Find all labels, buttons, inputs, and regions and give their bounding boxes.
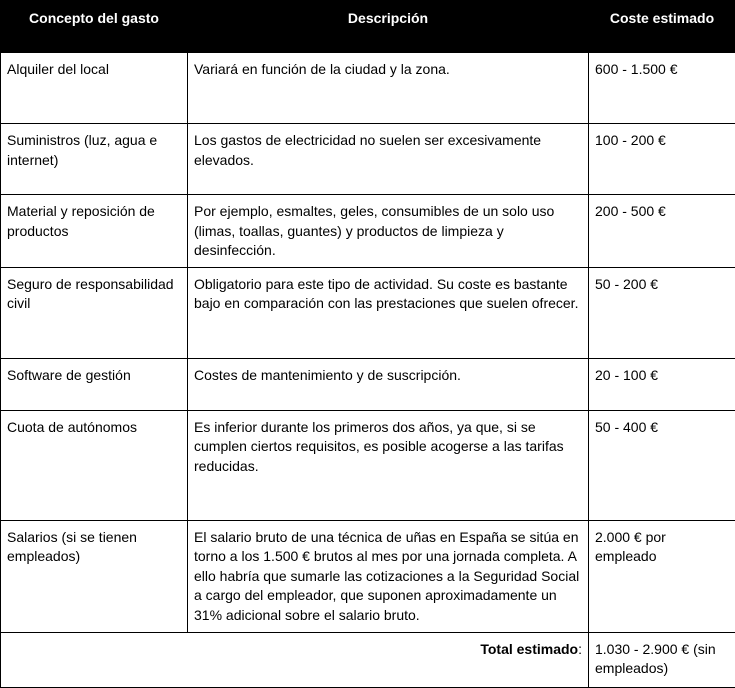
description-cell: Los gastos de electricidad no suelen ser excesivamente elevados.: [188, 124, 589, 195]
concept-cell: Material y reposición de productos: [1, 195, 188, 268]
description-cell: Obligatorio para este tipo de actividad. Su coste es bastante bajo en comparación con las prestaciones que suelen ofrecer.: [188, 267, 589, 358]
table-row: [1, 195, 735, 268]
cost-cell: 2.000 € por empleado: [589, 520, 735, 632]
header-description: Descripción: [188, 1, 589, 53]
table-row: [1, 124, 735, 195]
description-cell: Costes de mantenimiento y de suscripción.: [188, 358, 589, 410]
description-cell: Es inferior durante los primeros dos años, ya que, si se cumplen ciertos requisitos, es posible acogerse a las tarifas reducidas.: [188, 410, 589, 520]
cost-cell: 100 - 200 €: [589, 124, 735, 195]
header-row: [1, 1, 735, 53]
concept-cell: Salarios (si se tienen empleados): [1, 520, 188, 632]
cost-cell: 50 - 400 €: [589, 410, 735, 520]
header-cost: Coste estimado: [589, 1, 735, 53]
table-row: [1, 358, 735, 410]
cost-cell: 600 - 1.500 €: [589, 53, 735, 124]
description-cell: El salario bruto de una técnica de uñas en España se sitúa en torno a los 1.500 € brutos al mes por una jornada completa. A ello habría que sumarle las cotizaciones a la Seguridad Social a cargo del empleador, que suponen aproximadamente un 31% adicional sobre el salario bruto.: [188, 520, 589, 632]
description-cell: Por ejemplo, esmaltes, geles, consumibles de un solo uso (limas, toallas, guantes) y productos de limpieza y desinfección.: [188, 195, 589, 268]
cost-cell: 50 - 200 €: [589, 267, 735, 358]
table-row: [1, 53, 735, 124]
concept-cell: Seguro de responsabilidad civil: [1, 267, 188, 358]
total-label-cell: [1, 632, 589, 687]
cost-cell: 200 - 500 €: [589, 195, 735, 268]
total-value: 1.030 - 2.900 € (sin empleados): [589, 632, 735, 687]
concept-cell: Suministros (luz, agua e internet): [1, 124, 188, 195]
total-row: [1, 632, 735, 687]
table-row: [1, 410, 735, 520]
description-cell: Variará en función de la ciudad y la zona.: [188, 53, 589, 124]
concept-cell: Software de gestión: [1, 358, 188, 410]
concept-cell: Alquiler del local: [1, 53, 188, 124]
table-row: [1, 520, 735, 632]
total-separator: :: [578, 641, 582, 657]
table-row: [1, 267, 735, 358]
cost-cell: 20 - 100 €: [589, 358, 735, 410]
total-label: Total estimado: [480, 641, 578, 657]
concept-cell: Cuota de autónomos: [1, 410, 188, 520]
header-concept: Concepto del gasto: [1, 1, 188, 53]
